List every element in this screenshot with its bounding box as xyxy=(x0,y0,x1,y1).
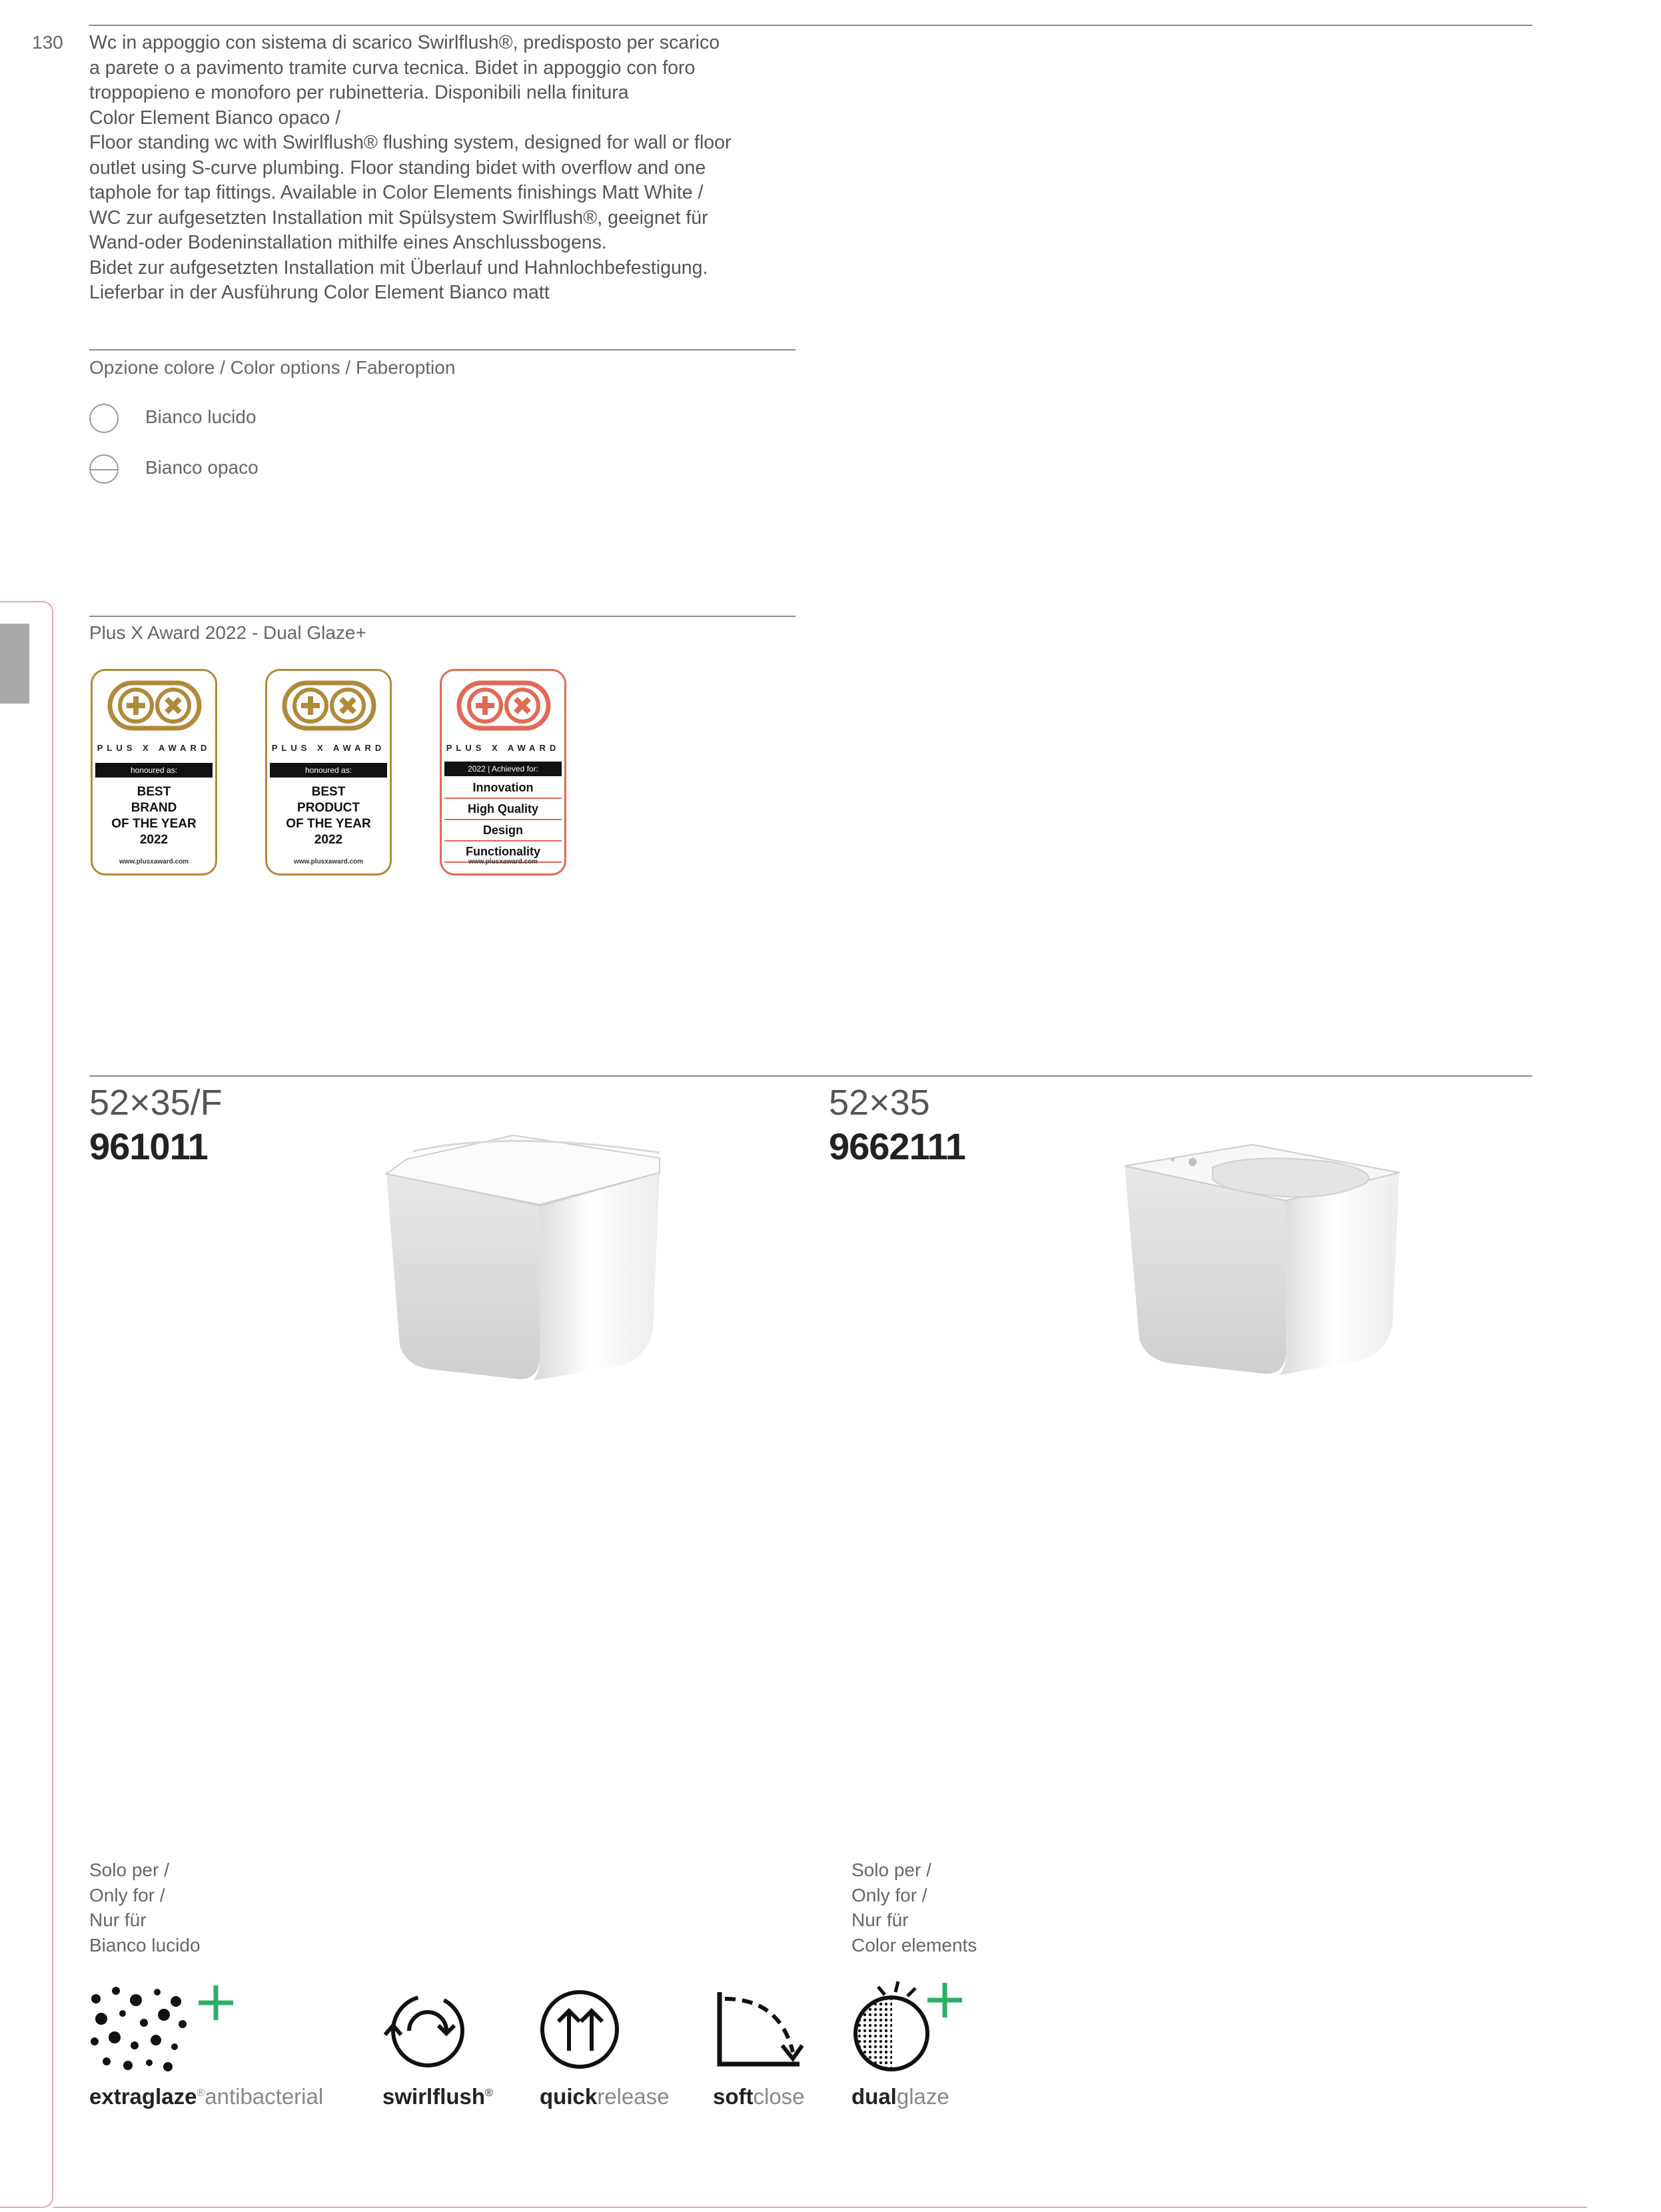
quickrelease-icon xyxy=(540,1988,622,2071)
note-line: Solo per / xyxy=(851,1860,931,1880)
description-line: a parete o a pavimento tramite curva tecnica. Bidet in appoggio con foro xyxy=(89,57,696,79)
page-frame xyxy=(0,601,53,2208)
product-note xyxy=(851,1858,977,1957)
feature-light: glaze xyxy=(896,2084,949,2109)
award-line: BEST xyxy=(311,785,346,799)
description-line: Bidet zur aufgesetzten Installation mit Überlauf und Hahnlochbefestigung. xyxy=(89,257,708,278)
award-line: 2022 xyxy=(139,833,169,847)
feature-sup: ® xyxy=(485,2087,493,2099)
award-text xyxy=(93,784,215,848)
feature-label-quickrelease xyxy=(540,2084,669,2109)
feature-bold: quick xyxy=(540,2084,598,2109)
award-badge-best-brand xyxy=(91,669,217,875)
product-code: 961011 xyxy=(89,1125,208,1167)
note-line: Nur für xyxy=(851,1910,909,1930)
awards-heading: Plus X Award 2022 - Dual Glaze+ xyxy=(89,622,366,643)
page-frame-bottom xyxy=(53,2207,1587,2208)
feature-light: release xyxy=(597,2084,670,2109)
award-brand: PLUS X AWARD xyxy=(271,743,386,753)
note-line: Bianco lucido xyxy=(89,1934,201,1955)
color-options-heading: Opzione colore / Color options / Faberoption xyxy=(89,357,456,378)
award-url: www.plusxaward.com xyxy=(119,858,189,865)
award-line: Design xyxy=(444,820,562,841)
plus-x-logo-icon xyxy=(456,680,551,731)
note-line: Only for / xyxy=(89,1884,165,1906)
swirlflush-icon xyxy=(382,1988,473,2079)
award-url: www.plusxaward.com xyxy=(468,858,538,865)
softclose-icon xyxy=(713,1985,806,2072)
feature-bold: soft xyxy=(713,2084,754,2109)
product-description xyxy=(89,31,796,306)
plus-x-logo-icon xyxy=(107,680,202,731)
award-line: BEST xyxy=(137,785,171,799)
award-bar: honoured as: xyxy=(270,763,387,778)
feature-bold: extraglaze xyxy=(89,2084,197,2109)
description-line: outlet using S-curve plumbing. Floor standing bidet with overflow and one xyxy=(89,157,706,179)
award-line: OF THE YEAR xyxy=(111,817,197,831)
award-line: PRODUCT xyxy=(297,801,360,815)
award-badge-achieved xyxy=(440,669,566,875)
award-badge-best-product xyxy=(265,669,392,875)
description-line: taphole for tap fittings. Available in Color Elements finishings Matt White / xyxy=(89,182,704,203)
note-line: Solo per / xyxy=(89,1860,169,1880)
award-line: OF THE YEAR xyxy=(286,817,371,831)
circle-split-icon xyxy=(89,454,119,484)
award-bar: honoured as: xyxy=(95,763,213,778)
feature-bold: dual xyxy=(851,2084,897,2109)
top-rule xyxy=(89,25,1532,26)
feature-sup: ® xyxy=(197,2087,205,2099)
color-option-label: Bianco opaco xyxy=(145,457,259,478)
description-line: Floor standing wc with Swirlflush® flushing system, designed for wall or floor xyxy=(89,132,732,153)
products-rule xyxy=(89,1075,1532,1077)
award-text xyxy=(267,784,390,848)
award-brand: PLUS X AWARD xyxy=(97,743,211,753)
award-brand: PLUS X AWARD xyxy=(446,743,560,753)
award-line: BRAND xyxy=(131,801,177,815)
product-code: 9662111 xyxy=(829,1125,965,1167)
award-list xyxy=(444,778,562,863)
award-url: www.plusxaward.com xyxy=(293,858,364,865)
feature-light: antibacterial xyxy=(205,2084,324,2109)
plus-x-logo-icon xyxy=(282,680,376,731)
award-line: High Quality xyxy=(444,799,562,820)
note-line: Color elements xyxy=(851,1934,977,1955)
circle-outline-icon xyxy=(89,404,119,433)
award-line: 2022 xyxy=(314,833,343,847)
description-line: WC zur aufgesetzten Installation mit Spülsystem Swirlflush®, geeignet für xyxy=(89,207,708,229)
feature-label-extraglaze xyxy=(89,2084,323,2109)
award-bar: 2022 | Achieved for: xyxy=(444,762,562,776)
page-number: 130 xyxy=(32,32,63,53)
product-dimension: 52×35/F xyxy=(89,1083,223,1123)
color-options-rule xyxy=(89,349,796,350)
award-line: Innovation xyxy=(444,778,562,799)
extraglaze-dots-icon xyxy=(89,1984,236,2077)
feature-label-dualglaze xyxy=(851,2084,949,2109)
bidet-image xyxy=(1113,1139,1412,1386)
description-line: Wand-oder Bodeninstallation mithilfe eines Anschlussbogens. xyxy=(89,232,607,253)
description-line: troppopieno e monoforo per rubinetteria. Disponibili nella finitura xyxy=(89,82,629,103)
feature-label-softclose xyxy=(713,2084,805,2109)
dualglaze-icon xyxy=(851,1980,965,2080)
description-line: Wc in appoggio con sistema di scarico Swirlflush®, predisposto per scarico xyxy=(89,32,720,53)
awards-rule xyxy=(89,616,796,617)
section-tab xyxy=(0,624,29,704)
feature-bold: swirlflush xyxy=(382,2084,486,2109)
product-dimension: 52×35 xyxy=(829,1083,930,1123)
feature-label-swirlflush xyxy=(382,2084,493,2109)
description-line: Lieferbar in der Ausführung Color Element Bianco matt xyxy=(89,282,550,303)
feature-light: close xyxy=(753,2084,805,2109)
note-line: Only for / xyxy=(851,1884,927,1906)
product-note xyxy=(89,1858,201,1957)
award-line: Functionality xyxy=(444,841,562,863)
description-line: Color Element Bianco opaco / xyxy=(89,107,341,129)
color-option-label: Bianco lucido xyxy=(145,406,257,427)
wc-toilet-image xyxy=(373,1126,673,1392)
note-line: Nur für xyxy=(89,1910,147,1930)
